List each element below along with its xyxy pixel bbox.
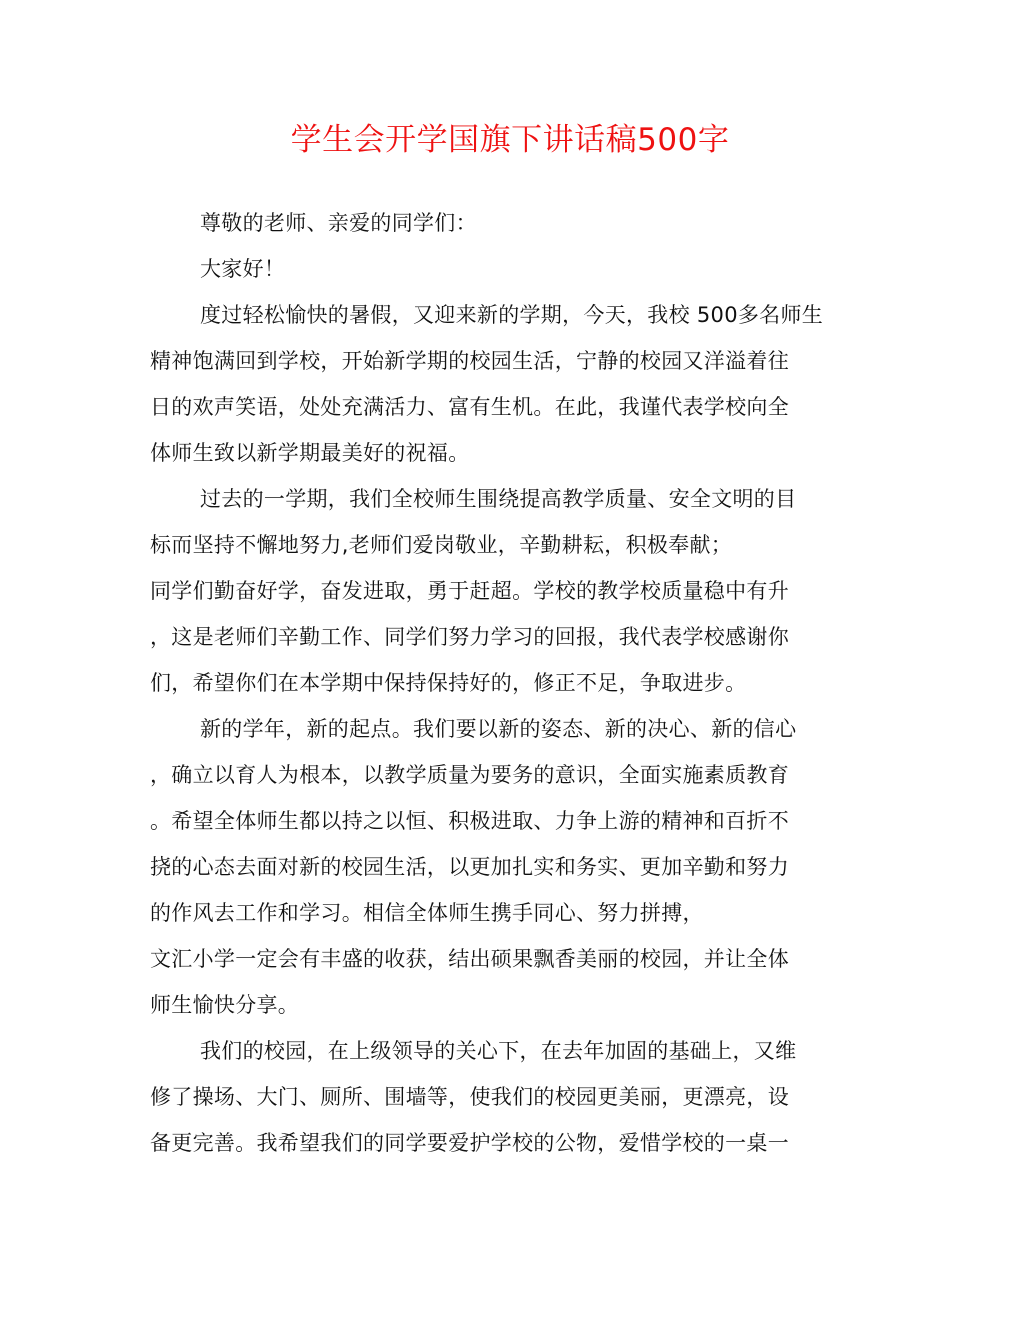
paragraph-line: 精神饱满回到学校，开始新学期的校园生活，宁静的校园又洋溢着往 xyxy=(150,349,789,373)
paragraph-line: 备更完善。我希望我们的同学要爱护学校的公物，爱惜学校的一桌一 xyxy=(150,1131,789,1155)
paragraph-line: 修了操场、大门、厕所、围墙等，使我们的校园更美丽，更漂亮，设 xyxy=(150,1085,789,1109)
paragraph-line: 日的欢声笑语，处处充满活力、富有生机。在此，我谨代表学校向全 xyxy=(150,395,789,419)
paragraph-line: 文汇小学一定会有丰盛的收获，结出硕果飘香美丽的校园，并让全体 xyxy=(150,947,789,971)
paragraph-line: 过去的一学期，我们全校师生围绕提高教学质量、安全文明的目 xyxy=(200,487,797,511)
paragraph-line: 新的学年，新的起点。我们要以新的姿态、新的决心、新的信心 xyxy=(200,717,797,741)
paragraph-line: 我们的校园，在上级领导的关心下，在去年加固的基础上，又维 xyxy=(200,1039,797,1063)
paragraph-line: 同学们勤奋好学，奋发进取，勇于赶超。学校的教学校质量稳中有升 xyxy=(150,579,789,603)
paragraph-line: 挠的心态去面对新的校园生活，以更加扎实和务实、更加辛勤和努力 xyxy=(150,855,789,879)
paragraph-line: 师生愉快分享。 xyxy=(150,993,300,1017)
paragraph-line: 体师生致以新学期最美好的祝福。 xyxy=(150,441,470,465)
paragraph-line: 的作风去工作和学习。相信全体师生携手同心、努力拼搏， xyxy=(150,901,704,925)
greeting-line: 大家好！ xyxy=(200,257,286,281)
paragraph-line: ，确立以育人为根本，以教学质量为要务的意识，全面实施素质教育 xyxy=(150,763,789,787)
document-body xyxy=(150,200,870,1166)
salutation-line: 尊敬的老师、亲爱的同学们： xyxy=(200,211,477,235)
paragraph-line: 度过轻松愉快的暑假，又迎来新的学期，今天，我校 500多名师生 xyxy=(200,303,824,327)
paragraph-line: 们，希望你们在本学期中保持保持好的，修正不足，争取进步。 xyxy=(150,671,747,695)
document-title: 学生会开学国旗下讲话稿500字 xyxy=(290,122,730,158)
paragraph-line: ，这是老师们辛勤工作、同学们努力学习的回报，我代表学校感谢你 xyxy=(150,625,789,649)
paragraph-line: 。希望全体师生都以持之以恒、积极进取、力争上游的精神和百折不 xyxy=(150,809,789,833)
paragraph-line: 标而坚持不懈地努力,老师们爱岗敬业，辛勤耕耘，积极奉献； xyxy=(150,533,733,557)
